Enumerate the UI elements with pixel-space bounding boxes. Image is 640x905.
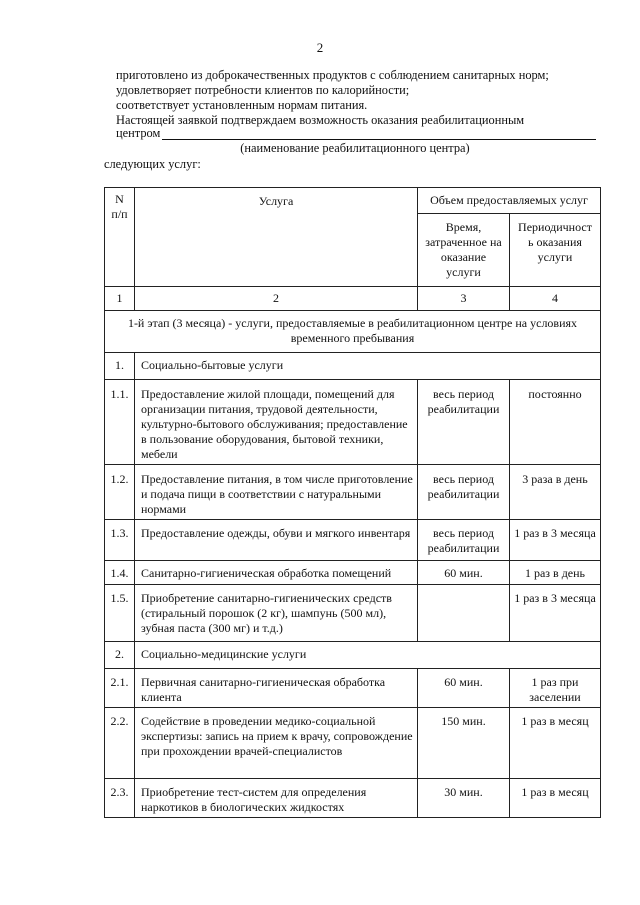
row-time <box>418 585 510 642</box>
table-row <box>105 380 601 465</box>
table-row <box>105 669 601 708</box>
center-label: центром <box>116 126 161 140</box>
header-period: Периодичност ь оказания услуги <box>510 214 601 287</box>
header-volume: Объем предоставляемых услуг <box>418 188 601 214</box>
intro-line: соответствует установленным нормам питания. <box>116 98 368 112</box>
row-num: 1.2. <box>105 465 135 520</box>
row-num: 1.3. <box>105 520 135 561</box>
intro-line: удовлетворяет потребности клиентов по калорийности; <box>116 83 410 97</box>
header-time: Время, затраченное на оказание услуги <box>418 214 510 287</box>
following-label: следующих услуг: <box>104 157 201 171</box>
row-num: 1.5. <box>105 585 135 642</box>
table-row <box>105 561 601 585</box>
row-service: Санитарно-гигиеническая обработка помещений <box>135 561 418 585</box>
table-row <box>105 585 601 642</box>
table-row <box>105 779 601 818</box>
col-number: 1 <box>105 287 135 311</box>
intro-line: приготовлено из доброкачественных продуктов с соблюдением санитарных норм; <box>116 68 549 82</box>
header-service: Услуга <box>135 188 418 287</box>
row-service: Предоставление питания, в том числе приготовление и подача пищи в соответствии с натуральными нормами <box>135 465 418 520</box>
intro-line: Настоящей заявкой подтверждаем возможность оказания реабилитационным <box>116 113 525 127</box>
header-num: N п/п <box>105 188 135 287</box>
section-row <box>105 642 601 669</box>
center-name-line <box>116 126 596 141</box>
row-num: 2.2. <box>105 708 135 779</box>
row-service: Содействие в проведении медико-социальной экспертизы: запись на прием к врачу, сопровождение при прохождении врачей-специалистов <box>135 708 418 779</box>
section-title: Социально-медицинские услуги <box>135 642 601 669</box>
row-service: Предоставление одежды, обуви и мягкого инвентаря <box>135 520 418 561</box>
row-time: 30 мин. <box>418 779 510 818</box>
row-time: 60 мин. <box>418 669 510 708</box>
row-num: 2.1. <box>105 669 135 708</box>
services-table <box>104 187 601 818</box>
row-period: 1 раз в 3 месяца <box>510 585 601 642</box>
row-service: Приобретение тест-систем для определения наркотиков в биологических жидкостях <box>135 779 418 818</box>
section-num: 2. <box>105 642 135 669</box>
row-period: 1 раз в день <box>510 561 601 585</box>
table-row <box>105 520 601 561</box>
table-row <box>105 708 601 779</box>
row-time: 60 мин. <box>418 561 510 585</box>
row-time: весь период реабилитации <box>418 465 510 520</box>
column-numbers-row <box>105 287 601 311</box>
header-row <box>105 188 601 214</box>
row-num: 1.4. <box>105 561 135 585</box>
stage-title: 1-й этап (3 месяца) - услуги, предоставляемые в реабилитационном центре на условиях временного пребывания <box>105 311 601 353</box>
stage-row <box>105 311 601 353</box>
row-period: 1 раз при заселении <box>510 669 601 708</box>
row-time: весь период реабилитации <box>418 520 510 561</box>
col-number: 2 <box>135 287 418 311</box>
section-title: Социально-бытовые услуги <box>135 353 601 380</box>
row-service: Приобретение санитарно-гигиенических средств (стиральный порошок (2 кг), шампунь (500 мл), зубная паста (300 мг) и т.д.) <box>135 585 418 642</box>
table-row <box>105 465 601 520</box>
row-service: Первичная санитарно-гигиеническая обработка клиента <box>135 669 418 708</box>
page-number: 2 <box>316 40 324 55</box>
row-period: 3 раза в день <box>510 465 601 520</box>
row-num: 1.1. <box>105 380 135 465</box>
section-num: 1. <box>105 353 135 380</box>
row-period: постоянно <box>510 380 601 465</box>
center-caption: (наименование реабилитационного центра) <box>240 141 470 155</box>
fill-in-rule <box>162 139 596 140</box>
row-period: 1 раз в месяц <box>510 708 601 779</box>
col-number: 3 <box>418 287 510 311</box>
row-time: 150 мин. <box>418 708 510 779</box>
section-row <box>105 353 601 380</box>
row-time: весь период реабилитации <box>418 380 510 465</box>
row-service: Предоставление жилой площади, помещений для организации питания, трудовой деятельности, культурно-бытового обслуживания; предоставление в пользование оборудования, бытовой техники, мебели <box>135 380 418 465</box>
row-num: 2.3. <box>105 779 135 818</box>
intro-text <box>116 68 596 128</box>
row-period: 1 раз в месяц <box>510 779 601 818</box>
row-period: 1 раз в 3 месяца <box>510 520 601 561</box>
col-number: 4 <box>510 287 601 311</box>
